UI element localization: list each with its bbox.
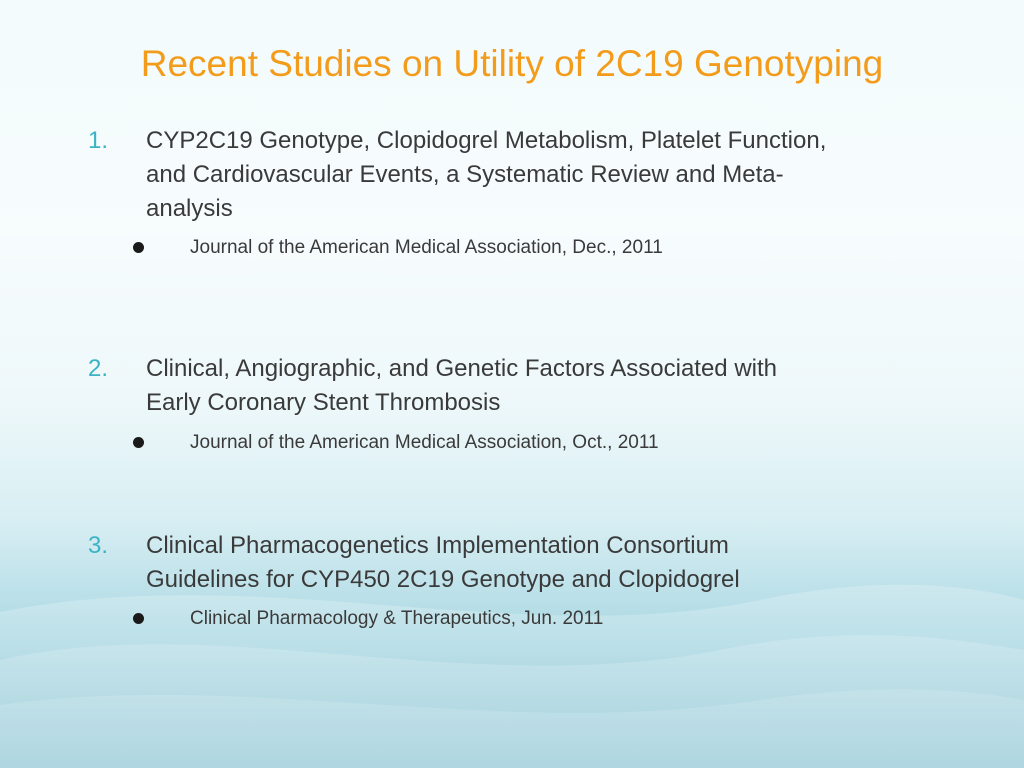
bullet-icon: [133, 242, 144, 253]
bullet-icon: [133, 613, 144, 624]
study-title: [146, 529, 966, 597]
study-source-text: Journal of the American Medical Association, Dec., 2011: [190, 237, 663, 258]
study-title-line: analysis: [146, 195, 233, 222]
study-source-3: [0, 606, 1024, 634]
study-source-1: [0, 235, 1024, 263]
study-title-line: Guidelines for CYP450 2C19 Genotype and Clopidogrel: [146, 566, 740, 593]
study-title-line: Early Coronary Stent Thrombosis: [146, 389, 501, 416]
study-number: 1.: [88, 127, 109, 154]
study-number: 2.: [88, 355, 109, 382]
study-title-line: Clinical, Angiographic, and Genetic Factors Associated with: [146, 355, 777, 382]
slide-title: Recent Studies on Utility of 2C19 Genotyping: [140, 43, 884, 84]
study-source-2: [0, 430, 1024, 458]
study-title-line: CYP2C19 Genotype, Clopidogrel Metabolism, Platelet Function,: [146, 127, 827, 154]
bullet-icon: [133, 437, 144, 448]
study-title: [146, 124, 966, 226]
study-source-text: Clinical Pharmacology & Therapeutics, Jun. 2011: [190, 608, 604, 629]
study-number: 3.: [88, 532, 109, 559]
study-title-line: and Cardiovascular Events, a Systematic Review and Meta-: [146, 161, 784, 188]
study-title-line: Clinical Pharmacogenetics Implementation Consortium: [146, 532, 729, 559]
study-source-text: Journal of the American Medical Association, Oct., 2011: [190, 432, 659, 453]
study-title: [146, 352, 966, 420]
